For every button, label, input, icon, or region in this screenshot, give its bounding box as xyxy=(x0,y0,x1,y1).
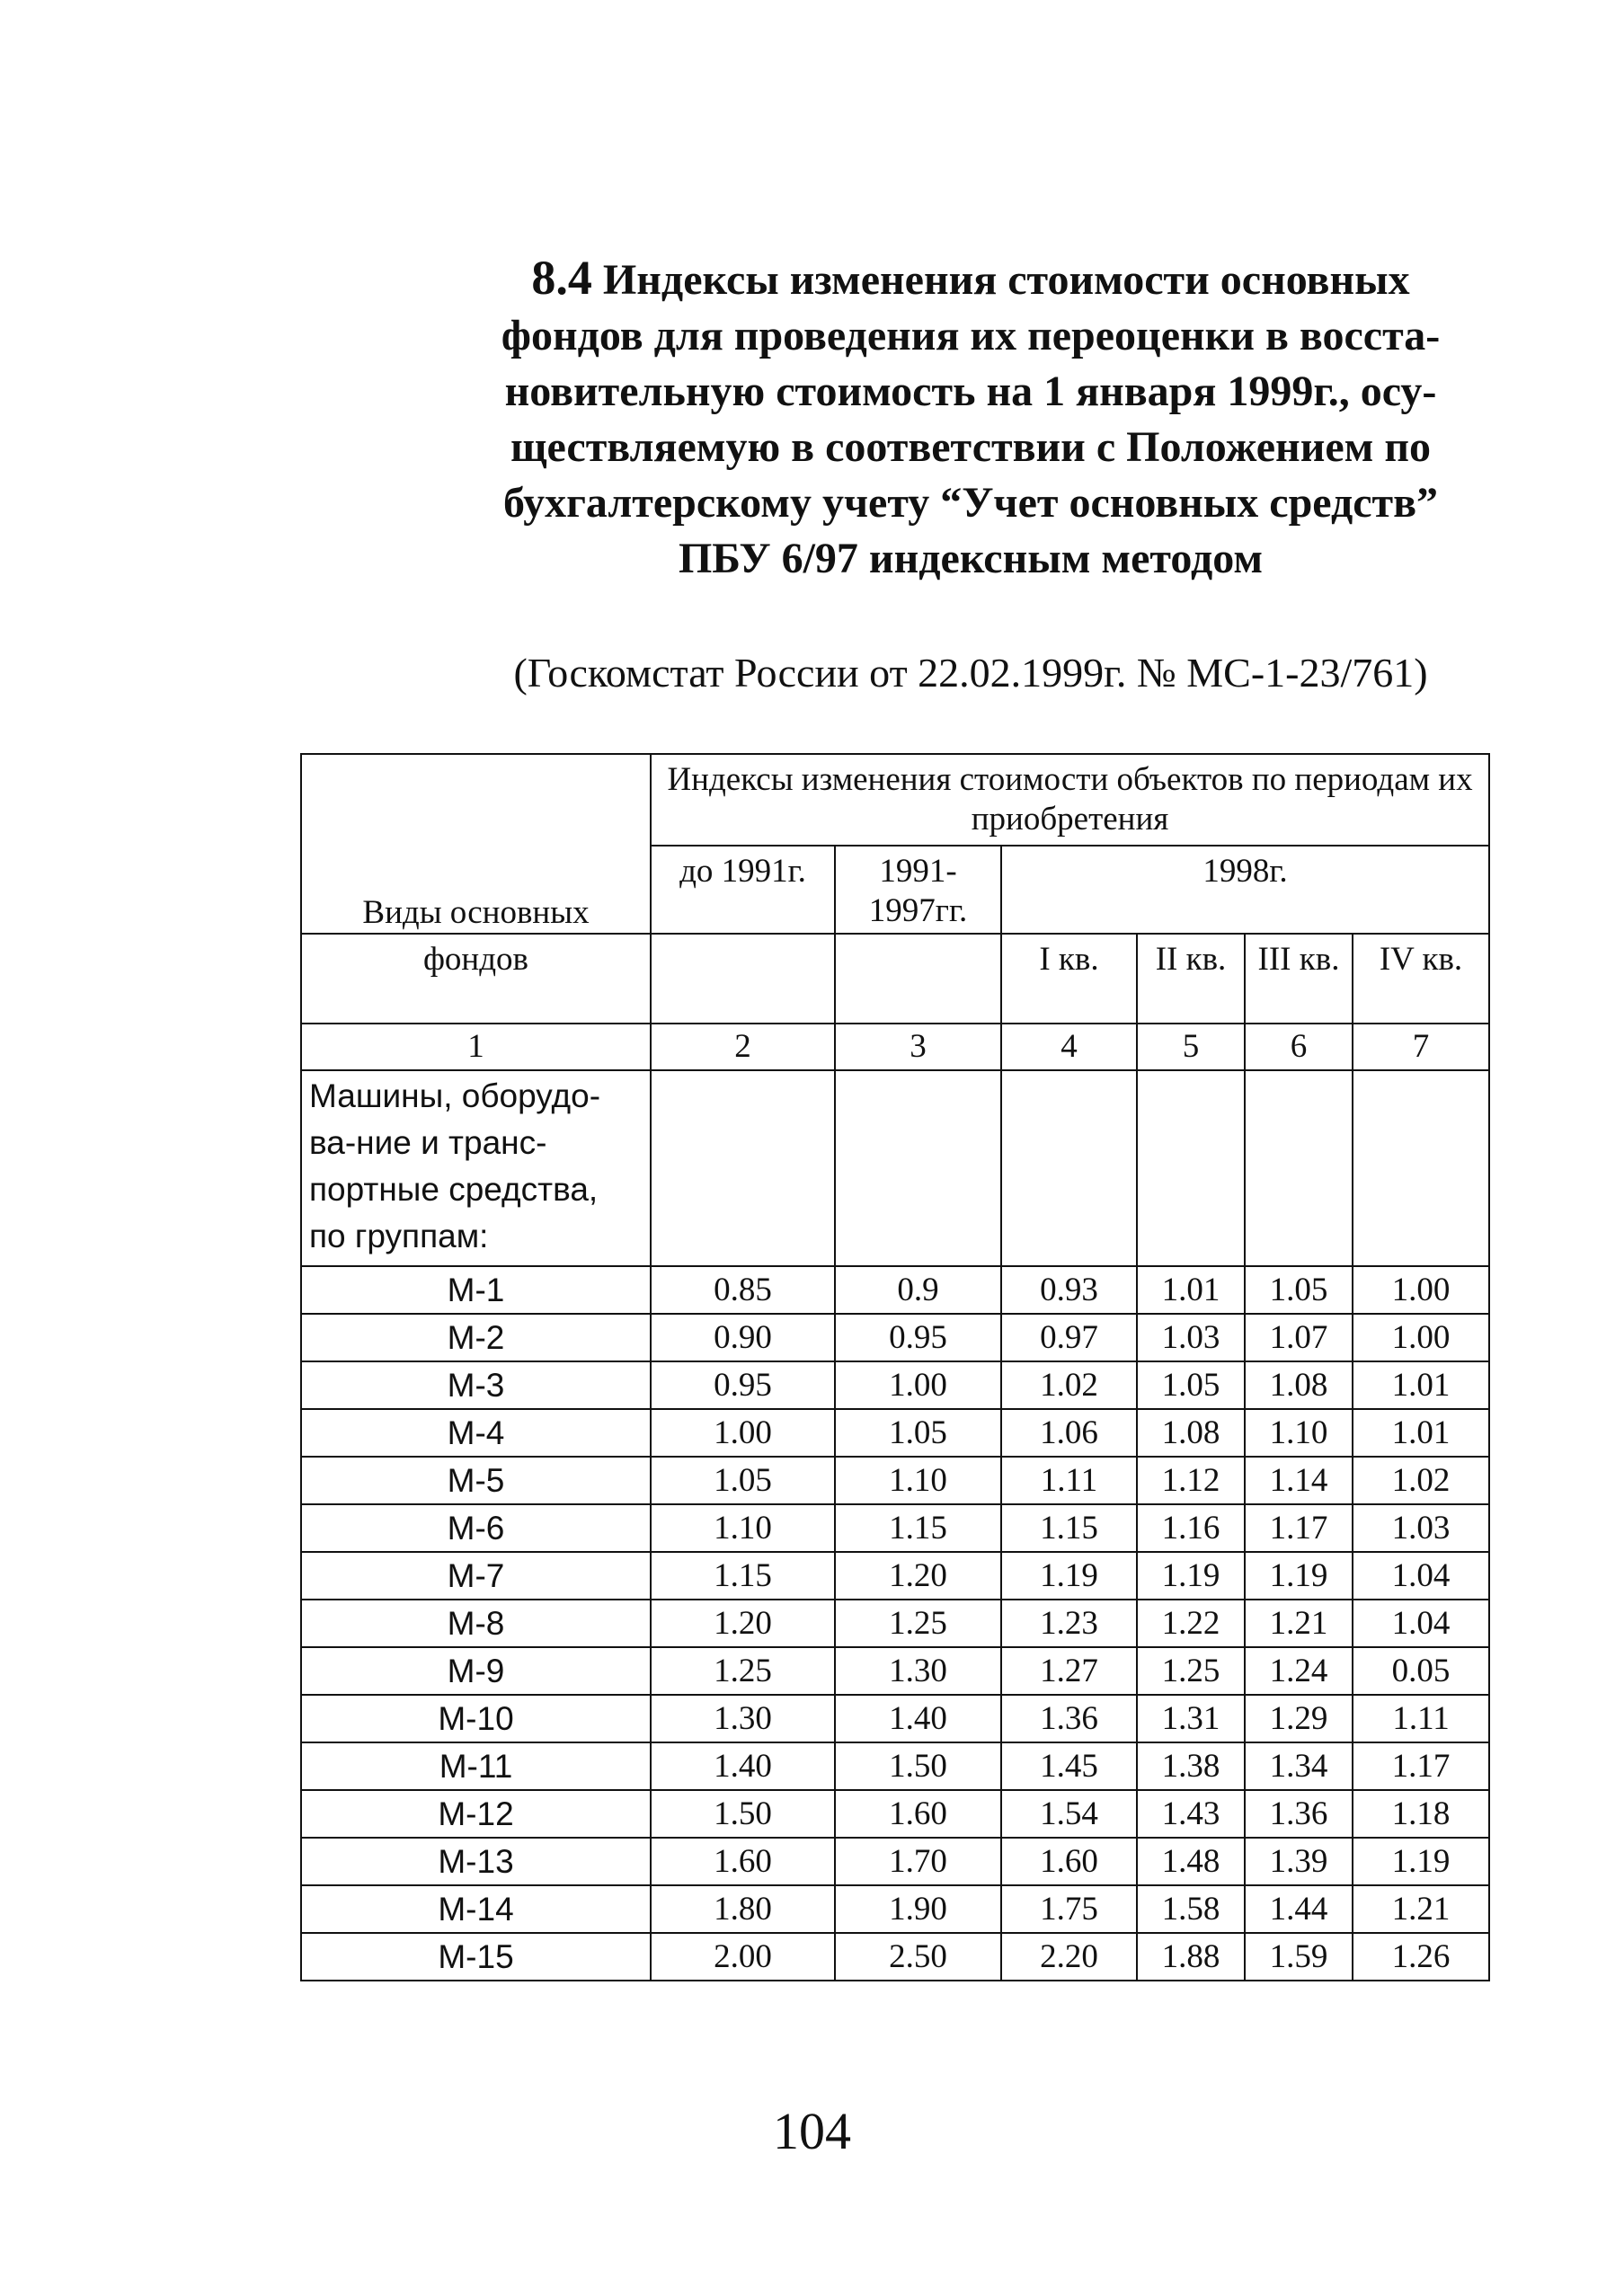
index-value-cell: 1.01 xyxy=(1353,1409,1489,1457)
index-value-cell: 1.60 xyxy=(1001,1838,1137,1885)
index-value-cell: 1.01 xyxy=(1353,1361,1489,1409)
index-value-cell: 1.17 xyxy=(1245,1504,1353,1552)
index-value-cell: 1.45 xyxy=(1001,1742,1137,1790)
index-value-cell: 1.02 xyxy=(1353,1457,1489,1504)
index-value-cell: 1.21 xyxy=(1245,1600,1353,1647)
column-number: 2 xyxy=(651,1024,835,1070)
section-number: 8.4 xyxy=(531,251,592,305)
empty-header-cell xyxy=(651,934,835,1024)
index-value-cell: 1.19 xyxy=(1353,1838,1489,1885)
index-table xyxy=(300,753,1490,1981)
index-value-cell: 1.40 xyxy=(835,1695,1001,1742)
group-code-cell: М-7 xyxy=(301,1552,651,1600)
index-value-cell: 1.15 xyxy=(835,1504,1001,1552)
index-value-cell: 2.50 xyxy=(835,1933,1001,1981)
index-value-cell: 1.50 xyxy=(651,1790,835,1838)
index-value-cell: 1.31 xyxy=(1137,1695,1245,1742)
index-value-cell: 1.00 xyxy=(835,1361,1001,1409)
index-value-cell: 1.29 xyxy=(1245,1695,1353,1742)
table-row xyxy=(301,1790,1489,1838)
index-value-cell: 1.05 xyxy=(835,1409,1001,1457)
category-line: ва-ние и транс- xyxy=(309,1124,547,1161)
table-row xyxy=(301,1647,1489,1695)
col1-header-top: Виды основных xyxy=(301,754,651,934)
index-value-cell: 1.30 xyxy=(835,1647,1001,1695)
index-value-cell: 1.16 xyxy=(1137,1504,1245,1552)
index-value-cell: 1.90 xyxy=(835,1885,1001,1933)
quarter-header-1: I кв. xyxy=(1001,934,1137,1024)
group-code-cell: М-13 xyxy=(301,1838,651,1885)
period-header-pre1991: до 1991г. xyxy=(651,846,835,934)
index-value-cell: 0.95 xyxy=(651,1361,835,1409)
index-value-cell: 1.21 xyxy=(1353,1885,1489,1933)
index-value-cell: 1.26 xyxy=(1353,1933,1489,1981)
page-number: 104 xyxy=(773,2102,851,2160)
index-value-cell: 0.9 xyxy=(835,1266,1001,1314)
group-code-cell: М-5 xyxy=(301,1457,651,1504)
col1-header-bottom: фондов xyxy=(301,934,651,1024)
index-value-cell: 1.11 xyxy=(1353,1695,1489,1742)
period-header-1998: 1998г. xyxy=(1001,846,1489,934)
index-value-cell: 1.70 xyxy=(835,1838,1001,1885)
group-code-cell: М-12 xyxy=(301,1790,651,1838)
index-value-cell: 0.95 xyxy=(835,1314,1001,1361)
group-code-cell: М-6 xyxy=(301,1504,651,1552)
heading-line-4: ществляемую в соответствии с Положением по xyxy=(510,423,1432,471)
index-value-cell: 0.97 xyxy=(1001,1314,1137,1361)
index-value-cell: 1.10 xyxy=(651,1504,835,1552)
table-row xyxy=(301,1457,1489,1504)
index-value-cell: 1.60 xyxy=(651,1838,835,1885)
table-row xyxy=(301,1885,1489,1933)
quarter-header-4: IV кв. xyxy=(1353,934,1489,1024)
index-value-cell: 1.19 xyxy=(1245,1552,1353,1600)
index-value-cell: 1.48 xyxy=(1137,1838,1245,1885)
index-value-cell: 1.25 xyxy=(1137,1647,1245,1695)
index-value-cell: 1.00 xyxy=(1353,1314,1489,1361)
source-note: (Госкомстат России от 22.02.1999г. № МС-1-23/761) xyxy=(513,650,1428,696)
quarter-header-3: III кв. xyxy=(1245,934,1353,1024)
index-value-cell: 1.00 xyxy=(1353,1266,1489,1314)
index-value-cell: 1.08 xyxy=(1137,1409,1245,1457)
heading-line-3: новительную стоимость на 1 января 1999г., осу- xyxy=(504,368,1437,415)
table-row xyxy=(301,1504,1489,1552)
index-value-cell: 1.00 xyxy=(651,1409,835,1457)
index-value-cell: 1.07 xyxy=(1245,1314,1353,1361)
empty-cell xyxy=(1137,1070,1245,1266)
index-value-cell: 1.08 xyxy=(1245,1361,1353,1409)
heading-line-1: 8.4 Индексы изменения стоимости основных xyxy=(531,251,1410,305)
index-value-cell: 1.38 xyxy=(1137,1742,1245,1790)
index-value-cell: 1.75 xyxy=(1001,1885,1137,1933)
index-value-cell: 1.12 xyxy=(1137,1457,1245,1504)
empty-cell xyxy=(1001,1070,1137,1266)
index-value-cell: 1.02 xyxy=(1001,1361,1137,1409)
group-code-cell: М-2 xyxy=(301,1314,651,1361)
group-code-cell: М-11 xyxy=(301,1742,651,1790)
table-row xyxy=(301,1314,1489,1361)
index-value-cell: 1.25 xyxy=(835,1600,1001,1647)
group-code-cell: М-1 xyxy=(301,1266,651,1314)
table-row xyxy=(301,1742,1489,1790)
column-number: 5 xyxy=(1137,1024,1245,1070)
index-value-cell: 1.15 xyxy=(651,1552,835,1600)
index-value-cell: 1.03 xyxy=(1137,1314,1245,1361)
category-line: по группам: xyxy=(309,1218,489,1254)
category-line: Машины, оборудо- xyxy=(309,1077,601,1114)
column-number: 4 xyxy=(1001,1024,1137,1070)
index-value-cell: 1.10 xyxy=(835,1457,1001,1504)
empty-cell xyxy=(1353,1070,1489,1266)
index-value-cell: 0.05 xyxy=(1353,1647,1489,1695)
index-value-cell: 1.24 xyxy=(1245,1647,1353,1695)
index-value-cell: 1.54 xyxy=(1001,1790,1137,1838)
index-value-cell: 1.59 xyxy=(1245,1933,1353,1981)
index-value-cell: 1.14 xyxy=(1245,1457,1353,1504)
index-value-cell: 1.36 xyxy=(1245,1790,1353,1838)
index-value-cell: 1.19 xyxy=(1001,1552,1137,1600)
group-code-cell: М-15 xyxy=(301,1933,651,1981)
heading-line-2: фондов для проведения их переоценки в восста- xyxy=(501,312,1441,359)
index-value-cell: 1.44 xyxy=(1245,1885,1353,1933)
index-value-cell: 1.20 xyxy=(651,1600,835,1647)
index-value-cell: 1.23 xyxy=(1001,1600,1137,1647)
index-value-cell: 1.06 xyxy=(1001,1409,1137,1457)
index-value-cell: 1.15 xyxy=(1001,1504,1137,1552)
index-value-cell: 2.20 xyxy=(1001,1933,1137,1981)
index-value-cell: 1.43 xyxy=(1137,1790,1245,1838)
section-heading xyxy=(454,250,1487,587)
index-value-cell: 1.34 xyxy=(1245,1742,1353,1790)
table-row xyxy=(301,1838,1489,1885)
index-value-cell: 1.50 xyxy=(835,1742,1001,1790)
index-value-cell: 0.93 xyxy=(1001,1266,1137,1314)
index-value-cell: 1.58 xyxy=(1137,1885,1245,1933)
index-value-cell: 0.85 xyxy=(651,1266,835,1314)
heading-line-5: бухгалтерскому учету “Учет основных средств” xyxy=(502,479,1439,527)
table-row xyxy=(301,1695,1489,1742)
group-code-cell: М-8 xyxy=(301,1600,651,1647)
index-value-cell: 1.11 xyxy=(1001,1457,1137,1504)
index-value-cell: 1.20 xyxy=(835,1552,1001,1600)
index-value-cell: 1.36 xyxy=(1001,1695,1137,1742)
quarter-header-2: II кв. xyxy=(1137,934,1245,1024)
table-row xyxy=(301,1361,1489,1409)
group-code-cell: М-14 xyxy=(301,1885,651,1933)
index-value-cell: 1.40 xyxy=(651,1742,835,1790)
index-value-cell: 1.60 xyxy=(835,1790,1001,1838)
heading-line-6: ПБУ 6/97 индексным методом xyxy=(678,535,1264,582)
index-value-cell: 1.80 xyxy=(651,1885,835,1933)
period-header-1991-1997: 1991-1997гг. xyxy=(835,846,1001,934)
table-row xyxy=(301,1600,1489,1647)
index-value-cell: 1.04 xyxy=(1353,1600,1489,1647)
table-row xyxy=(301,1409,1489,1457)
index-value-cell: 1.05 xyxy=(1245,1266,1353,1314)
table-row xyxy=(301,1266,1489,1314)
empty-cell xyxy=(835,1070,1001,1266)
group-header: Индексы изменения стоимости объектов по периодам их приобретения xyxy=(651,754,1489,846)
table-row xyxy=(301,1552,1489,1600)
empty-cell xyxy=(651,1070,835,1266)
category-cell xyxy=(301,1070,651,1266)
index-value-cell: 1.39 xyxy=(1245,1838,1353,1885)
column-number: 7 xyxy=(1353,1024,1489,1070)
group-code-cell: М-10 xyxy=(301,1695,651,1742)
column-number: 1 xyxy=(301,1024,651,1070)
group-code-cell: М-9 xyxy=(301,1647,651,1695)
index-value-cell: 1.10 xyxy=(1245,1409,1353,1457)
index-value-cell: 1.01 xyxy=(1137,1266,1245,1314)
index-value-cell: 1.19 xyxy=(1137,1552,1245,1600)
index-value-cell: 1.05 xyxy=(1137,1361,1245,1409)
index-value-cell: 1.22 xyxy=(1137,1600,1245,1647)
index-value-cell: 2.00 xyxy=(651,1933,835,1981)
index-value-cell: 1.05 xyxy=(651,1457,835,1504)
index-value-cell: 1.03 xyxy=(1353,1504,1489,1552)
table-row xyxy=(301,1933,1489,1981)
empty-cell xyxy=(1245,1070,1353,1266)
index-value-cell: 0.90 xyxy=(651,1314,835,1361)
column-number: 3 xyxy=(835,1024,1001,1070)
column-number: 6 xyxy=(1245,1024,1353,1070)
category-line: портные средства, xyxy=(309,1171,599,1208)
index-value-cell: 1.17 xyxy=(1353,1742,1489,1790)
index-value-cell: 1.88 xyxy=(1137,1933,1245,1981)
table-body xyxy=(301,1266,1489,1981)
index-value-cell: 1.27 xyxy=(1001,1647,1137,1695)
index-value-cell: 1.04 xyxy=(1353,1552,1489,1600)
index-value-cell: 1.30 xyxy=(651,1695,835,1742)
empty-header-cell xyxy=(835,934,1001,1024)
index-value-cell: 1.25 xyxy=(651,1647,835,1695)
group-code-cell: М-3 xyxy=(301,1361,651,1409)
index-value-cell: 1.18 xyxy=(1353,1790,1489,1838)
group-code-cell: М-4 xyxy=(301,1409,651,1457)
